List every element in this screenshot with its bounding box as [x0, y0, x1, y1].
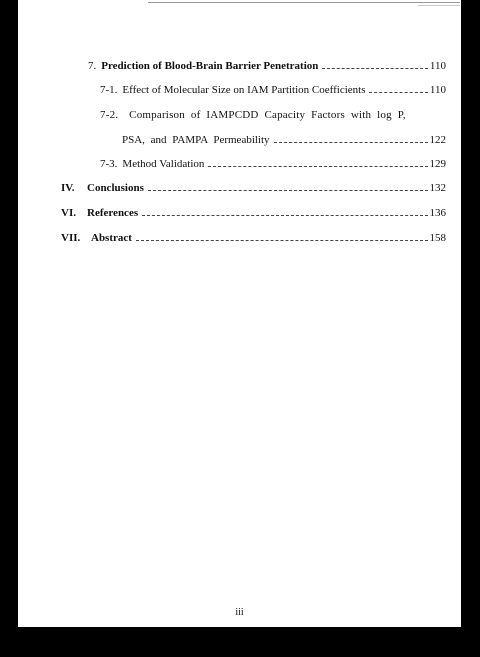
- dot-leader: [369, 92, 427, 93]
- toc-entry-number: 7-1.: [100, 84, 118, 96]
- dot-leader: [208, 166, 427, 167]
- toc-entry-page: 136: [429, 207, 446, 219]
- toc-entry-number: VI.: [61, 207, 76, 219]
- toc-entry-number: 7-2.: [100, 109, 119, 121]
- document-page: [18, 0, 461, 627]
- dot-leader: [322, 68, 428, 69]
- toc-entry-title: References: [87, 207, 139, 219]
- toc-entry-page: 110: [429, 60, 446, 72]
- toc-entry-page: 122: [429, 134, 446, 146]
- toc-entry-number: VII.: [61, 232, 81, 244]
- toc-entry-number: 7.: [88, 60, 97, 72]
- dot-leader: [142, 215, 427, 216]
- toc-entry-iampcdd-line1: [100, 109, 406, 121]
- toc-entry-abstract: [61, 232, 446, 244]
- toc-entry-blood-brain-barrier: [88, 60, 446, 72]
- toc-entry-method-validation: [100, 158, 446, 170]
- scan-edge-line: [148, 2, 460, 3]
- toc-entry-title: Abstract: [91, 232, 132, 244]
- toc-entry-page: 110: [429, 84, 446, 96]
- page-number: iii: [235, 607, 244, 618]
- toc-entry-conclusions: [61, 182, 446, 194]
- dot-leader: [148, 190, 428, 191]
- toc-entry-molecular-size: [100, 84, 446, 96]
- toc-entry-iampcdd-line2: [122, 134, 446, 146]
- toc-entry-title: Effect of Molecular Size on IAM Partition Coefficients: [122, 84, 366, 96]
- scan-edge-line-short: [418, 5, 460, 6]
- toc-entry-title: Prediction of Blood-Brain Barrier Penetration: [101, 60, 319, 72]
- dot-leader: [274, 142, 428, 143]
- toc-entry-title: PSA, and PAMPA Permeability: [122, 134, 270, 146]
- toc-entry-title: Conclusions: [87, 182, 144, 194]
- toc-entry-page: 158: [429, 232, 446, 244]
- toc-entry-title: Comparison of IAMPCDD Capacity Factors with log P,: [129, 109, 406, 121]
- toc-entry-number: 7-3.: [100, 158, 118, 170]
- toc-entry-title: Method Validation: [122, 158, 205, 170]
- toc-entry-page: 132: [429, 182, 446, 194]
- toc-entry-page: 129: [429, 158, 446, 170]
- toc-entry-number: IV.: [61, 182, 75, 194]
- dot-leader: [136, 240, 428, 241]
- toc-entry-references: [61, 207, 446, 219]
